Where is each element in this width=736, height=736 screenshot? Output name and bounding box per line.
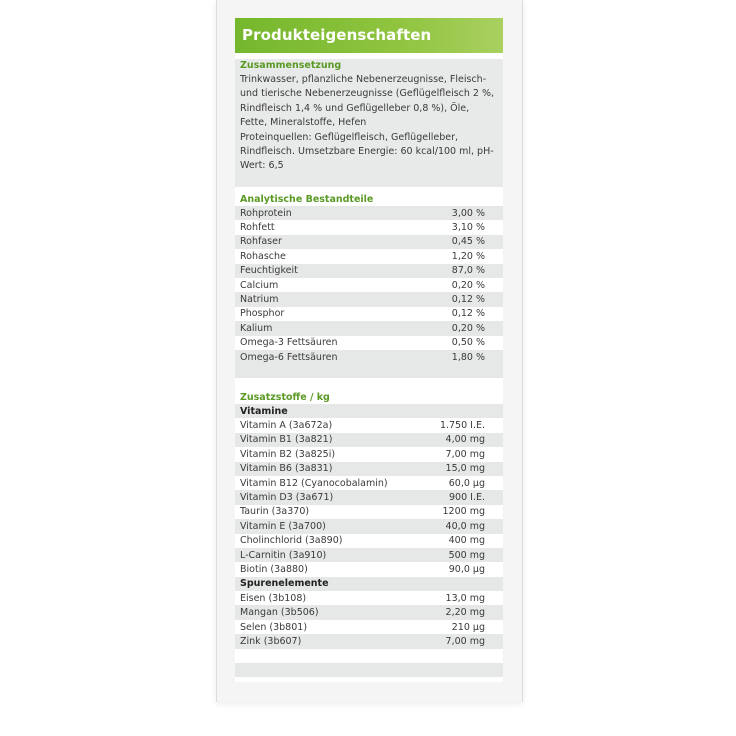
row-label: Biotin (3a880) xyxy=(240,563,308,575)
product-properties-panel xyxy=(235,18,503,682)
row-label: Selen (3b801) xyxy=(240,621,308,633)
composition-section xyxy=(235,59,503,187)
table-row xyxy=(235,620,503,634)
row-value: 15,0 mg xyxy=(445,463,485,475)
row-value: 1.750 I.E. xyxy=(439,420,485,432)
table-row xyxy=(235,336,503,350)
row-value: 7,00 mg xyxy=(445,635,485,647)
panel-header: Produkteigenschaften xyxy=(235,18,503,53)
row-label: Eisen (3b108) xyxy=(240,592,307,604)
row-label: Rohasche xyxy=(240,250,286,262)
empty-row xyxy=(235,649,503,663)
row-value: 90,0 µg xyxy=(448,563,485,575)
table-row xyxy=(235,562,503,576)
row-label: Rohprotein xyxy=(240,207,292,219)
row-label: Omega-6 Fettsäuren xyxy=(240,351,338,363)
empty-row xyxy=(235,663,503,677)
table-row xyxy=(235,605,503,619)
vitamins-subheading-label: Vitamine xyxy=(240,405,288,417)
row-value: 900 I.E. xyxy=(449,492,485,504)
row-value: 40,0 mg xyxy=(445,520,485,532)
row-label: Vitamin E (3a700) xyxy=(240,520,326,532)
table-row xyxy=(235,534,503,548)
row-value: 500 mg xyxy=(448,549,485,561)
table-row xyxy=(235,235,503,249)
row-label: Phosphor xyxy=(240,308,285,320)
table-row xyxy=(235,505,503,519)
composition-text xyxy=(235,72,503,187)
analytical-title: Analytische Bestandteile xyxy=(240,194,374,205)
row-value: 60,0 µg xyxy=(448,477,485,489)
row-value: 7,00 mg xyxy=(445,448,485,460)
table-row xyxy=(235,220,503,234)
additives-section xyxy=(235,391,503,677)
table-row xyxy=(235,321,503,335)
composition-paragraph-1: Trinkwasser, pflanzliche Nebenerzeugnisse, Fleisch- und tierische Nebenerzeugnisse (Geflügelfleisch 2 %, Rindfleisch 1,4 % und Geflügelleber 0,8 %), Öle, Fette, Mineralstoffe, Hefen xyxy=(240,74,495,129)
table-row xyxy=(235,634,503,648)
row-value: 0,12 % xyxy=(451,308,485,320)
row-value: 0,50 % xyxy=(451,337,485,349)
table-row xyxy=(235,249,503,263)
table-row xyxy=(235,476,503,490)
row-value: 0,12 % xyxy=(451,294,485,306)
vitamins-subheading xyxy=(235,404,503,418)
row-label: Taurin (3a370) xyxy=(240,506,310,518)
row-value: 1,80 % xyxy=(451,351,485,363)
table-row xyxy=(235,278,503,292)
row-value: 13,0 mg xyxy=(445,592,485,604)
row-value: 3,10 % xyxy=(451,222,485,234)
section-spacer xyxy=(235,364,503,378)
composition-paragraph-2: Proteinquellen: Geflügelfleisch, Geflügelleber, Rindfleisch. Umsetzbare Energie: 60 kcal/100 ml, pH-Wert: 6,5 xyxy=(240,131,494,172)
table-row xyxy=(235,307,503,321)
row-label: Vitamin B6 (3a831) xyxy=(240,463,333,475)
table-row xyxy=(235,350,503,364)
table-row xyxy=(235,433,503,447)
row-label: Vitamin B1 (3a821) xyxy=(240,434,333,446)
row-label: Calcium xyxy=(240,279,279,291)
row-value: 2,20 mg xyxy=(445,607,485,619)
row-value: 400 mg xyxy=(448,535,485,547)
row-label: Vitamin A (3a672a) xyxy=(240,420,333,432)
analytical-table xyxy=(235,206,503,364)
row-label: Kalium xyxy=(240,322,273,334)
row-label: Vitamin B12 (Cyanocobalamin) xyxy=(240,477,388,489)
row-value: 1,20 % xyxy=(451,250,485,262)
row-label: Vitamin B2 (3a825i) xyxy=(240,448,336,460)
table-row xyxy=(235,548,503,562)
row-label: Feuchtigkeit xyxy=(240,265,298,277)
table-row xyxy=(235,591,503,605)
row-label: Omega-3 Fettsäuren xyxy=(240,337,338,349)
table-row xyxy=(235,264,503,278)
vitamins-table xyxy=(235,418,503,576)
row-value: 3,00 % xyxy=(451,207,485,219)
row-label: Natrium xyxy=(240,294,279,306)
table-row xyxy=(235,519,503,533)
row-label: L-Carnitin (3a910) xyxy=(240,549,327,561)
table-row xyxy=(235,206,503,220)
composition-title: Zusammensetzung xyxy=(235,59,503,72)
table-row xyxy=(235,418,503,432)
row-value: 4,00 mg xyxy=(445,434,485,446)
row-value: 87,0 % xyxy=(451,265,485,277)
table-row xyxy=(235,490,503,504)
table-row xyxy=(235,462,503,476)
row-label: Mangan (3b506) xyxy=(240,607,319,619)
trace-elements-table xyxy=(235,591,503,649)
row-value: 0,20 % xyxy=(451,279,485,291)
row-value: 0,20 % xyxy=(451,322,485,334)
row-value: 0,45 % xyxy=(451,236,485,248)
product-info-card xyxy=(216,0,523,702)
trace-subheading xyxy=(235,577,503,591)
row-value: 210 µg xyxy=(451,621,485,633)
row-label: Rohfett xyxy=(240,222,275,234)
row-label: Rohfaser xyxy=(240,236,282,248)
trace-subheading-label: Spurenelemente xyxy=(240,578,329,590)
row-value: 1200 mg xyxy=(442,506,485,518)
additives-title: Zusatzstoffe / kg xyxy=(240,392,330,403)
row-label: Cholinchlorid (3a890) xyxy=(240,535,343,547)
table-row xyxy=(235,292,503,306)
table-row xyxy=(235,447,503,461)
analytical-section xyxy=(235,193,503,378)
row-label: Zink (3b607) xyxy=(240,635,302,647)
row-label: Vitamin D3 (3a671) xyxy=(240,492,334,504)
